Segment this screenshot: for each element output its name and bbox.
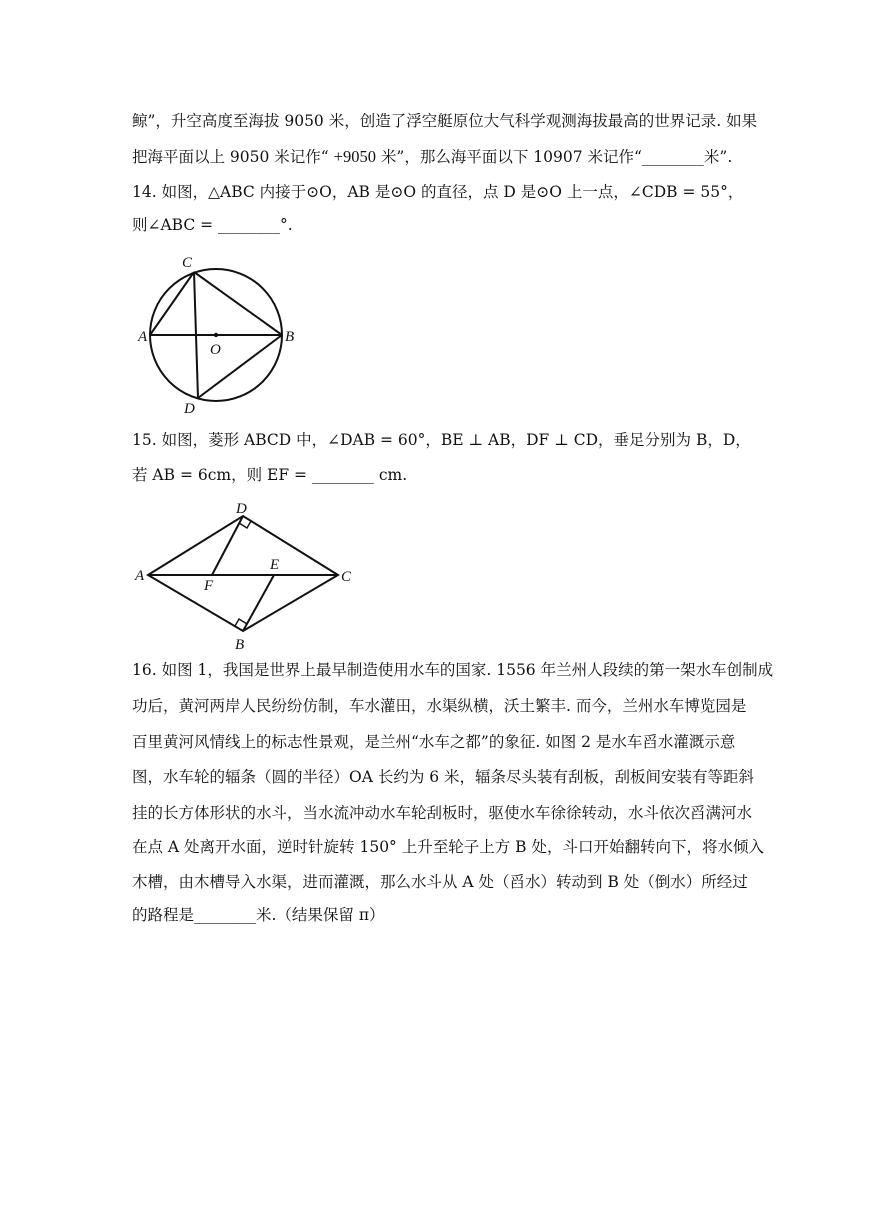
q13-line-2 <box>132 146 732 168</box>
q16-line-7: 木槽，由木槽导入水渠，进而灌溉，那么水斗从 A 处（舀水）转动到 B 处（倒水）所经过 <box>132 873 748 891</box>
label-c: C <box>341 569 352 585</box>
center-dot <box>214 333 218 337</box>
label-b: B <box>285 329 295 345</box>
q15-rhombus-figure <box>130 496 360 654</box>
segment-ac <box>150 272 194 335</box>
label-e: E <box>270 557 280 573</box>
label-a: A <box>135 568 145 584</box>
q16-line-8: 的路程是________米.（结果保留 π） <box>132 906 385 924</box>
q13-blank: ________ <box>641 148 704 166</box>
q16-line-1: 16. 如图 1，我国是世界上最早制造使用水车的国家. 1556 年兰州人段续的第一架水车创制成 <box>132 661 774 679</box>
q13-line-1: 鲸”，升空高度至海拔 9050 米，创造了浮空艇原位大气科学观测海拔最高的世界记录. 如果 <box>132 112 758 130</box>
label-d: D <box>184 401 195 417</box>
q13-text-d: 米”. <box>703 148 733 166</box>
q13-text-c: 米”，那么海平面以下 10907 米记作“ <box>375 148 642 166</box>
q14-circle-figure <box>130 252 300 422</box>
q16-line-4: 图，水车轮的辐条（圆的半径）OA 长约为 6 米，辐条尽头装有刮板，刮板间安装有等距斜 <box>132 768 755 786</box>
q15-line-1: 15. 如图，菱形 ABCD 中，∠DAB = 60°，BE ⊥ AB，DF ⊥ CD，垂足分别为 B，D， <box>132 431 751 449</box>
q13-value: +9050 <box>333 147 376 166</box>
q15-line-2: 若 AB = 6cm，则 EF = ________ cm. <box>132 466 408 484</box>
q16-line-3: 百里黄河风情线上的标志性景观，是兰州“水车之都”的象征. 如图 2 是水车舀水灌溉示意 <box>132 733 736 751</box>
q14-line-2: 则∠ABC = ________°. <box>132 216 293 234</box>
q16-line-6: 在点 A 处离开水面，逆时针旋转 150° 上升至轮子上方 B 处，斗口开始翻转向下，将水倾入 <box>132 838 764 856</box>
segment-cb <box>194 272 282 335</box>
label-f: F <box>204 578 214 594</box>
label-d: D <box>236 501 247 517</box>
q16-line-2: 功后，黄河两岸人民纷纷仿制，车水灌田，水渠纵横，沃土繁丰. 而今，兰州水车博览园是 <box>132 697 747 715</box>
q16-line-5: 挂的长方体形状的水斗，当水流冲动水车轮刮板时，驱使水车徐徐转动，水斗依次舀满河水 <box>132 804 753 822</box>
label-b: B <box>235 637 245 653</box>
label-c: C <box>182 255 193 271</box>
rhombus-abcd <box>148 516 338 631</box>
label-a: A <box>138 329 148 345</box>
q14-line-1: 14. 如图，△ABC 内接于⊙O，AB 是⊙O 的直径，点 D 是⊙O 上一点，∠CDB = 55°， <box>132 183 744 201</box>
right-angle-b <box>235 619 247 626</box>
q13-text-a: 把海平面以上 9050 米记作“ <box>132 148 334 166</box>
label-o: O <box>210 342 221 358</box>
